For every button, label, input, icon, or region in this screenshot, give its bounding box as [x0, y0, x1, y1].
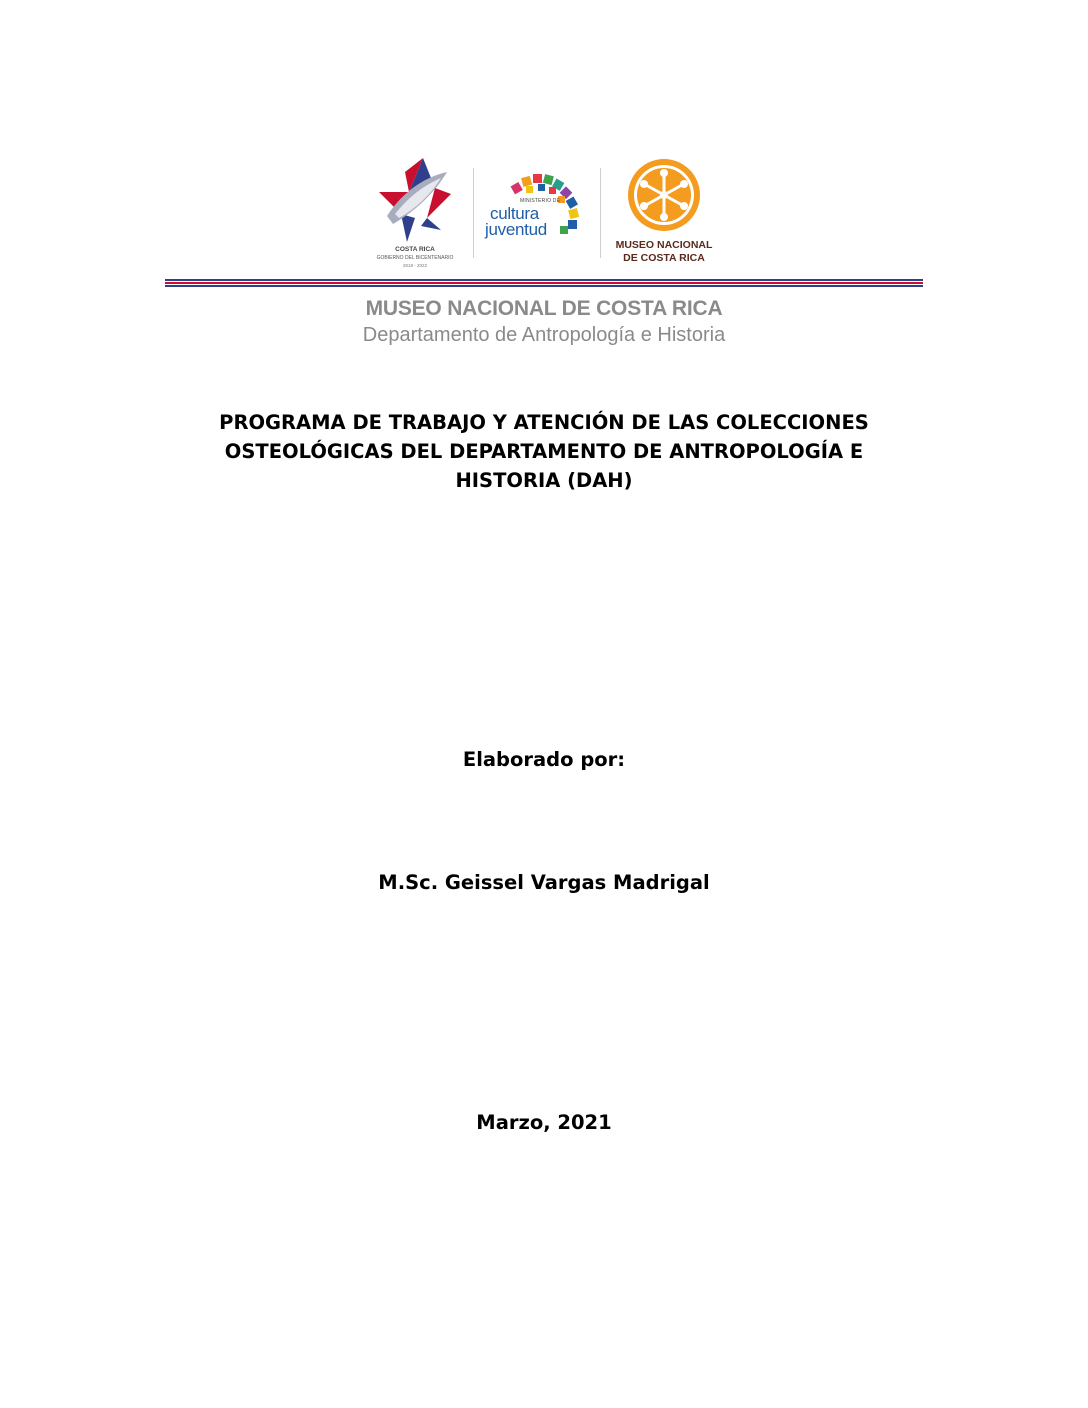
costa-rica-bicentenario-logo — [365, 152, 465, 272]
author-label: Elaborado por: — [462, 748, 626, 771]
ministerio-de-label: MINISTERIO DE — [520, 198, 561, 204]
document-title-line: OSTEOLÓGICAS DEL DEPARTAMENTO DE ANTROPOLOGÍA E — [224, 440, 864, 463]
museo-circle-emblem-icon — [608, 155, 720, 235]
logo-band — [360, 150, 740, 275]
document-title — [150, 408, 938, 495]
institution-title: MUSEO NACIONAL DE COSTA RICA — [365, 297, 723, 320]
logo-divider — [600, 168, 601, 258]
costa-rica-label: COSTA RICA — [395, 246, 435, 253]
museo-nacional-logo — [608, 155, 728, 270]
juventud-label: juventud — [485, 220, 547, 239]
ministerio-cultura-juventud-logo — [482, 172, 594, 252]
document-title-line: HISTORIA (DAH) — [455, 469, 633, 492]
government-period-label: 2018 - 2022 — [402, 263, 428, 268]
department-subtitle: Departamento de Antropología e Historia — [362, 324, 726, 346]
author-name: M.Sc. Geissel Vargas Madrigal — [378, 871, 710, 894]
document-date: Marzo, 2021 — [476, 1111, 612, 1134]
document-title-line: PROGRAMA DE TRABAJO Y ATENCIÓN DE LAS COLECCIONES — [219, 411, 869, 434]
museo-nacional-label: MUSEO NACIONAL — [615, 239, 713, 251]
de-costa-rica-label: DE COSTA RICA — [623, 252, 705, 264]
cultura-label: cultura — [490, 204, 539, 223]
bicentenario-star-icon — [365, 152, 465, 244]
tricolor-rule — [165, 279, 923, 288]
gobierno-bicentenario-label: GOBIERNO DEL BICENTENARIO — [376, 255, 454, 261]
logo-divider — [473, 168, 474, 258]
